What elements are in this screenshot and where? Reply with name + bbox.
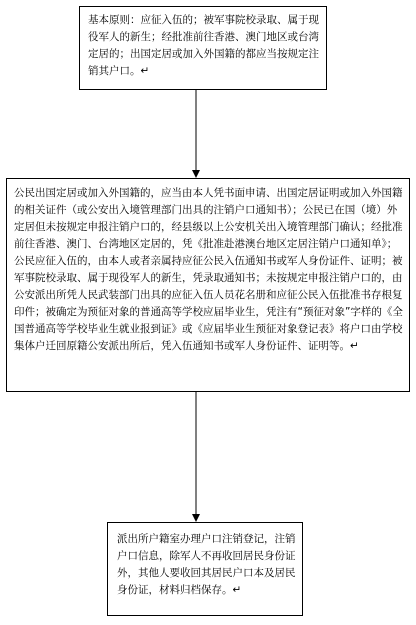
flow-step-cancellation-registration-text: 派出所户籍室办理户口注销登记，注销户口信息，除军人不再收回居民身份证外，其他人要收回其居民户口本及居民身份证，材料归档保存。↵ (117, 533, 296, 596)
arrow-step2-to-step3 (192, 392, 200, 522)
flow-step-required-materials-text: 公民出国定居或加入外国籍的，应当由本人凭书面申请、出国定居证明或加入外国籍的相关证件（或公安出入境管理部门出具的注销户口通知书）；公民已在国（境）外定居但未按规定申报注销户口的，经县级以上公安机关出入境管理部门确认；经批准前往香港、澳门、台湾地区定居的，凭《批准赴港澳台地区定居注销户口通知单》；公民应征入伍的，由本人或者亲属持应征公民入伍通知书或军人身份证件、证明；被军事院校录取、属于现役军人的新生，凭录取通知书；未按规定申报注销户口的，由公安派出所凭人民武装部门出具的应征入伍人员花名册和应征公民入伍批准书存根复印件；被确定为预征对象的普通高等学校应届毕业生，凭注有“预征对象”字样的《全国普通高等学校毕业生就业报到证》或《应届毕业生预征对象登记表》将户口由学校集体户迁回原籍公安派出所后，凭入伍通知书或军人身份证件、证明等。↵ (14, 187, 403, 352)
flow-step-required-materials (6, 178, 410, 392)
flow-step-basic-principle-text: 基本原则：应征入伍的；被军事院校录取、属于现役军人的新生；经批准前往香港、澳门地区或台湾定居的；出国定居或加入外国籍的都应当按规定注销其户口。↵ (88, 14, 319, 77)
arrow-step1-to-step2 (192, 90, 200, 178)
flow-step-cancellation-registration (107, 522, 303, 616)
